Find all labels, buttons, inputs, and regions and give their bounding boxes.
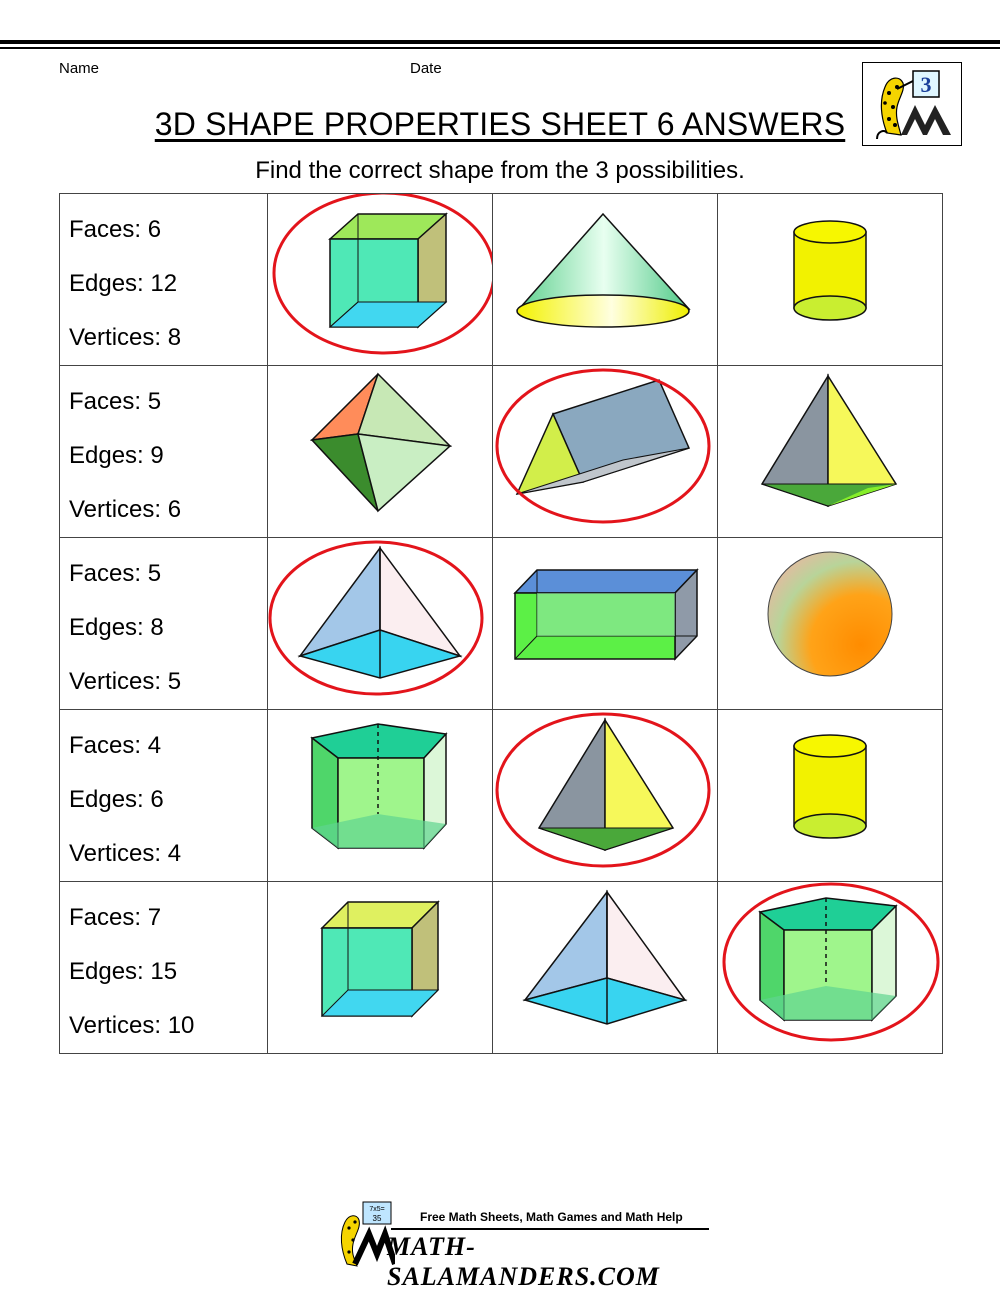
option-cell[interactable]	[268, 710, 493, 882]
edges-count: Edges: 6	[69, 786, 164, 813]
option-cell[interactable]	[718, 366, 943, 538]
edges-count: Edges: 8	[69, 614, 164, 641]
option-cell[interactable]	[493, 538, 718, 710]
footer-site-name: MATH-SALAMANDERS.COM	[387, 1232, 660, 1291]
square-pyramid-icon	[493, 882, 717, 1053]
edges-count: Edges: 12	[69, 270, 178, 297]
properties-cell	[60, 710, 268, 882]
vertices-count: Vertices: 6	[69, 496, 182, 523]
option-cell[interactable]	[493, 194, 718, 366]
top-rule	[0, 40, 1000, 44]
square-pyramid-icon	[268, 538, 492, 709]
edges-count: Edges: 9	[69, 442, 164, 469]
svg-text:7x5=: 7x5=	[369, 1206, 385, 1213]
faces-count: Faces: 5	[69, 560, 162, 587]
option-cell[interactable]	[493, 882, 718, 1054]
option-cell[interactable]	[718, 882, 943, 1054]
option-cell[interactable]	[268, 882, 493, 1054]
worksheet-title: 3D SHAPE PROPERTIES SHEET 6 ANSWERS	[154, 106, 846, 142]
date-label: Date	[410, 60, 442, 77]
option-cell[interactable]	[493, 366, 718, 538]
table-row	[60, 882, 943, 1054]
properties-cell	[60, 882, 268, 1054]
shape-table	[59, 193, 943, 1054]
edges-count: Edges: 15	[69, 958, 178, 985]
vertices-count: Vertices: 10	[69, 1012, 195, 1039]
vertices-count: Vertices: 5	[69, 668, 182, 695]
option-cell[interactable]	[718, 194, 943, 366]
faces-count: Faces: 4	[69, 732, 162, 759]
instructions: Find the correct shape from the 3 possibilities.	[255, 157, 745, 184]
cube-icon	[268, 194, 492, 365]
option-cell[interactable]	[268, 538, 493, 710]
vertices-count: Vertices: 4	[69, 840, 182, 867]
properties-cell	[60, 194, 268, 366]
octahedron-icon	[268, 366, 492, 537]
triangular-pyramid-icon	[718, 366, 942, 537]
footer-rule	[391, 1228, 709, 1230]
table-row	[60, 194, 943, 366]
footer-branding	[325, 1198, 710, 1291]
vertices-count: Vertices: 8	[69, 324, 182, 351]
pentagonal-prism-icon	[718, 882, 942, 1053]
properties-cell	[60, 538, 268, 710]
cylinder-icon	[718, 194, 942, 365]
triangular-pyramid-icon	[493, 710, 717, 881]
option-cell[interactable]	[493, 710, 718, 882]
logo-digit: 3	[920, 72, 932, 97]
table-row	[60, 538, 943, 710]
table-row	[60, 710, 943, 882]
table-row	[60, 366, 943, 538]
cuboid-icon	[493, 538, 717, 709]
triangular-prism-icon	[493, 366, 717, 537]
pentagonal-prism-icon	[268, 710, 492, 881]
cylinder-icon	[718, 710, 942, 881]
faces-count: Faces: 6	[69, 216, 162, 243]
footer-tagline: Free Math Sheets, Math Games and Math Help	[420, 1210, 683, 1224]
cone-icon	[493, 194, 717, 365]
option-cell[interactable]	[268, 366, 493, 538]
properties-cell	[60, 366, 268, 538]
sphere-icon	[718, 538, 942, 709]
svg-text:35: 35	[372, 1214, 382, 1223]
name-label: Name	[59, 60, 100, 77]
option-cell[interactable]	[718, 538, 943, 710]
top-rule-thin	[0, 47, 1000, 49]
option-cell[interactable]	[718, 710, 943, 882]
option-cell[interactable]	[268, 194, 493, 366]
cube-icon	[268, 882, 492, 1053]
faces-count: Faces: 5	[69, 388, 162, 415]
salamander-footer-icon	[325, 1198, 395, 1270]
faces-count: Faces: 7	[69, 904, 162, 931]
